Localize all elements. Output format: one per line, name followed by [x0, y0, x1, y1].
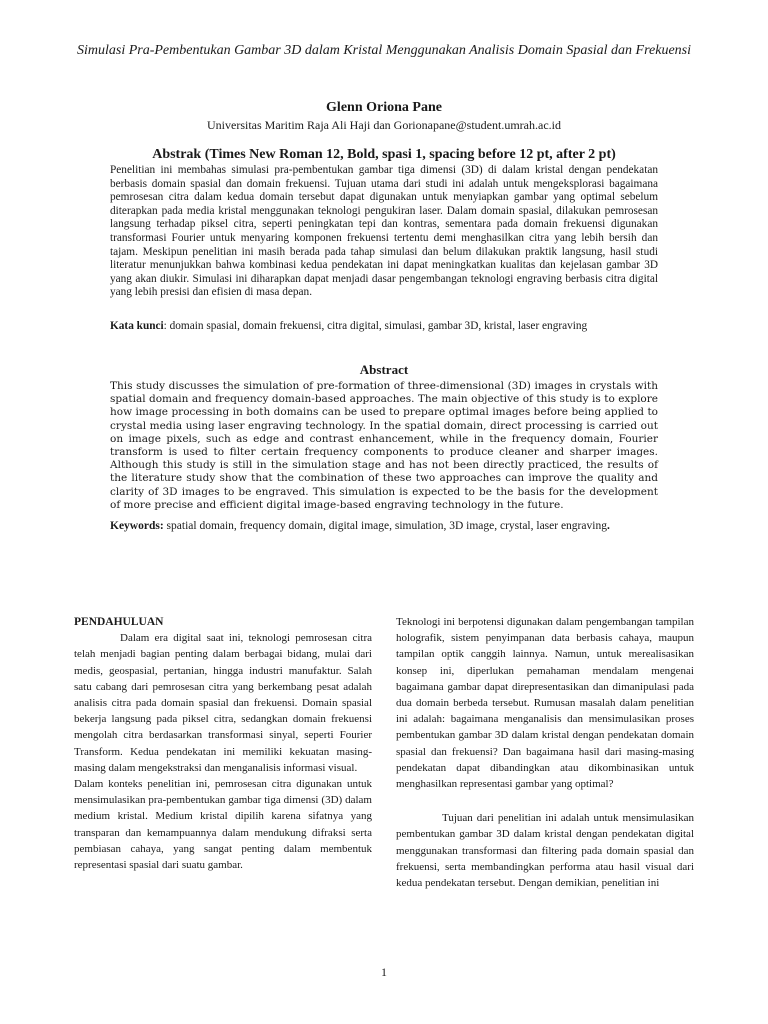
author-name: Glenn Oriona Pane — [326, 100, 442, 115]
kata-kunci-values: : domain spasial, domain frekuensi, citra digital, simulasi, gambar 3D, kristal, laser engraving — [163, 320, 588, 332]
section-heading-pendahuluan: PENDAHULUAN — [74, 616, 164, 628]
left-column — [74, 614, 372, 873]
abstract-body: This study discusses the simulation of pre-formation of three-dimensional (3D) images in crystals with spatial domain and frequency domain-based approaches. The main objective of this study is to explore how image processing in both domains can be used to prepare optimal images before being applied to crystal media using laser engraving technology. In the spatial domain, direct processing is carried out on image pixels, such as edge and contrast enhancement, while in the frequency domain, Fourier transform is used to filter certain frequency components to produce cleaner and sharper images. Although this study is still in the simulation stage and has not been directly practiced, the results of the literature study show that the combination of these two approaches can improve the quality and clarity of 3D images to be engraved. This simulation is expected to be the basis for the development of more precise and efficient digital image-based engraving technology in the future. — [110, 380, 658, 511]
author-affiliation: Universitas Maritim Raja Ali Haji dan Gorionapane@student.umrah.ac.id — [207, 118, 561, 132]
right-column — [396, 614, 694, 891]
kata-kunci-label: Kata kunci — [110, 320, 164, 332]
abstract-heading: Abstract — [359, 362, 409, 377]
abstrak-heading: Abstrak (Times New Roman 12, Bold, spasi 1, spacing before 12 pt, after 2 pt) — [152, 147, 616, 162]
paper-title: Simulasi Pra-Pembentukan Gambar 3D dalam Kristal Menggunakan Analisis Domain Spasial dan Frekuensi — [76, 43, 692, 58]
paragraph: Dalam konteks penelitian ini, pemrosesan citra digunakan untuk mensimulasikan pra-pembentukan gambar tiga dimensi (3D) dalam medium kristal. Medium kristal dipilih karena sifatnya yang transparan dan kemampuannya dalam mendukung difraksi serta pembiasan cahaya, yang sangat penting dalam membentuk representasi spasial dari suatu gambar. — [74, 778, 372, 872]
abstrak-body: Penelitian ini membahas simulasi pra-pembentukan gambar tiga dimensi (3D) di dalam kristal dengan pendekatan berbasis domain spasial dan domain frekuensi. Tujuan utama dari studi ini adalah untuk mengeksplorasi bagaimana pemrosesan citra dalam kedua domain tersebut dapat digunakan untuk menyiapkan gambar yang optimal sebelum diterapkan pada media kristal menggunakan teknologi pengukiran laser. Dalam domain spasial, dilakukan pemrosesan langsung terhadap piksel citra, seperti peningkatan tepi dan kontras, sementara pada domain frekuensi digunakan transformasi Fourier untuk menyaring komponen frekuensi tertentu demi menghasilkan citra yang lebih bersih dan tajam. Meskipun penelitian ini masih berada pada tahap simulasi dan belum dilakukan praktik langsung, hasil studi literatur menunjukkan bahwa kombinasi kedua pendekatan ini dapat meningkatkan kualitas dan kejelasan gambar 3D yang akan diukir. Simulasi ini diharapkan dapat menjadi dasar pengembangan teknologi engraving berbasis citra digital yang lebih presisi dan efisien di masa depan. — [110, 164, 658, 299]
keywords-end: . — [606, 520, 610, 532]
keywords — [110, 519, 620, 534]
kata-kunci — [110, 320, 670, 334]
paragraph: Teknologi ini berpotensi digunakan dalam pengembangan tampilan holografik, sistem penyimpanan data berbasis cahaya, maupun tampilan optik canggih lainnya. Namun, untuk merealisasikan konsep ini, diperlukan pemahaman mendalam mengenai bagaimana gambar dapat direpresentasikan dan dimanipulasi pada dua domain berbeda tersebut. Rumusan masalah dalam penelitian ini adalah: bagaimana menganalisis dan mensimulasikan proses pembentukan gambar 3D dalam kristal dengan pendekatan domain spasial dan frekuensi? Dan bagaimana hasil dari masing-masing pendekatan dapat dibandingkan atau dikombinasikan untuk menghasilkan representasi gambar yang optimal? — [396, 616, 694, 791]
keywords-label: Keywords: — [110, 520, 164, 532]
keywords-values: spatial domain, frequency domain, digital image, simulation, 3D image, crystal, laser engraving — [163, 520, 607, 532]
page-number: 1 — [381, 965, 387, 979]
paragraph: Tujuan dari penelitian ini adalah untuk mensimulasikan pembentukan gambar 3D dalam kristal dengan pendekatan digital menggunakan transformasi dan filtering pada domain spasial dan frekuensi, serta membandingkan performa atau hasil visual dari kedua pendekatan tersebut. Dengan demikian, penelitian ini — [396, 812, 694, 890]
paragraph: Dalam era digital saat ini, teknologi pemrosesan citra telah menjadi bagian penting dalam berbagai bidang, mulai dari medis, geospasial, pertanian, hingga industri manufaktur. Salah satu cabang dari pemrosesan citra yang berkembang pesat adalah analisis citra pada domain spasial dan frekuensi. Domain spasial bekerja langsung pada piksel citra, sedangkan domain frekuensi mengolah citra berdasarkan transformasi sinyal, seperti Fourier Transform. Kedua pendekatan ini memiliki kekuatan masing-masing dalam mengekstraksi dan menganalisis informasi visual. — [74, 632, 372, 774]
